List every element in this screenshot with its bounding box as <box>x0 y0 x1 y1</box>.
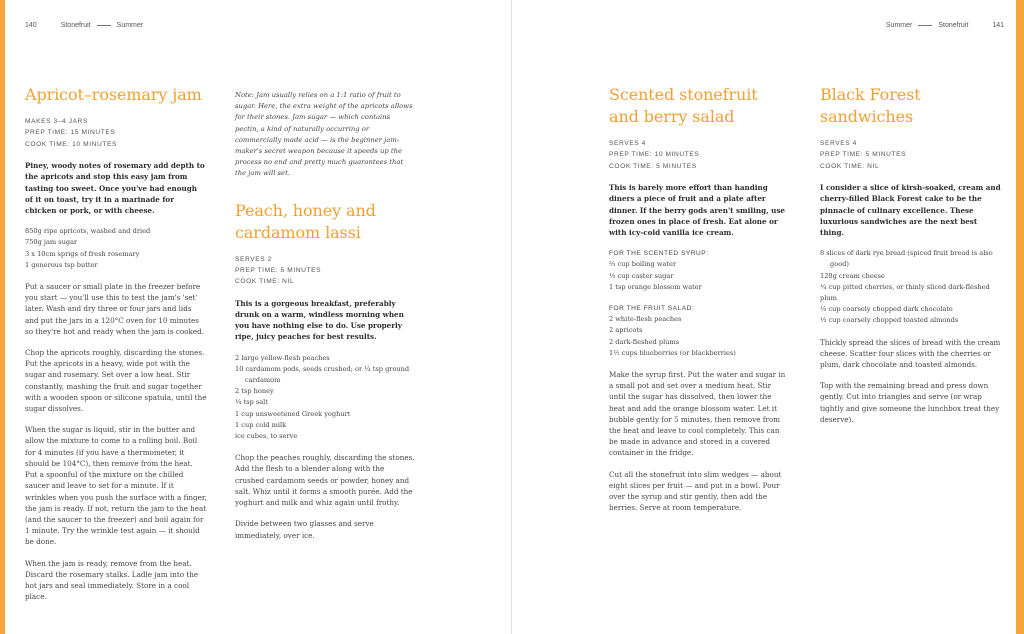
ingredient: ¼ cup pitted cherries, or thinly sliced dark-fleshed plum <box>820 282 990 303</box>
recipe-intro: Piney, woody notes of rosemary add depth to the apricots and stop this easy jam from tasting too sweet. Once you've had enough of it on toast, try it in a marinade for chicken or pork, or with cheese. <box>25 161 205 216</box>
recipe-peach-lassi <box>235 200 415 541</box>
ingredient: ⅓ cup coarsely chopped toasted almonds <box>820 316 959 325</box>
ingredient: 1 cup unsweetened Greek yoghurt <box>235 409 351 418</box>
recipe-intro: I consider a slice of kirsh-soaked, cream and cherry-filled Black Forest cake to be the pinnacle of culinary excellence. These luxurious sandwiches are the next best thing. <box>820 183 1001 238</box>
ingredient: 1½ cups blueberries (or blackberries) <box>609 348 736 357</box>
ingredient-list <box>820 248 1002 326</box>
yield: SERVES 4 <box>820 140 857 147</box>
ingredient: 1 generous tsp butter <box>25 260 98 269</box>
method-step: Make the syrup first. Put the water and sugar in a small pot and set over a medium heat. Stir until the sugar has dissolved, then lower the heat and add the orange blossom water. Let it bubble gently for 5 minutes, then remove from the heat and leave to cool completely. This can be made in advance and stored in a covered container in the fridge. <box>609 370 786 458</box>
prep-time: PREP TIME: 5 MINUTES <box>820 151 907 159</box>
ingredient: ¼ tsp salt <box>235 398 268 407</box>
syrup-ingredient-list <box>609 248 789 293</box>
jam-note: Note: Jam usually relies on a 1:1 ratio of fruit to sugar. Here, the extra weight of the apricots allows for their stones. Jam sugar — which contains pectin, a kind of naturally occurring or commercially made acid — is the beginner jam-maker's secret weapon because it speeds up the process no end and pretty much guarantees that the jam will set. <box>235 91 413 178</box>
recipe-title: Black Forest sandwiches <box>820 85 921 126</box>
prep-time: PREP TIME: 5 MINUTES <box>235 267 322 275</box>
method-step: Chop the peaches roughly, discarding the stones. Add the flesh to a blender along with the crushed cardamom seeds or powder, honey and salt. Whiz until it forms a smooth purée. Add the yoghurt and milk and whiz again until frothy. <box>235 453 415 508</box>
recipe-meta <box>609 138 789 172</box>
header-section: Stonefruit <box>60 22 91 29</box>
ingredient: 850g ripe apricots, washed and dried <box>25 227 151 236</box>
fruit-ingredient-list <box>609 303 789 359</box>
recipe-title: Peach, honey and cardamom lassi <box>235 200 376 242</box>
method-step: Top with the remaining bread and press down gently. Cut into triangles and serve (or wrap tightly and give someone the lunchbox treat they deserve). <box>820 381 1000 424</box>
header-rule <box>918 25 932 26</box>
running-header-right <box>886 22 1004 29</box>
recipe-column-2 <box>235 90 415 551</box>
syrup-heading: FOR THE SCENTED SYRUP: <box>609 250 709 258</box>
prep-time: PREP TIME: 15 MINUTES <box>25 129 116 137</box>
fruit-heading: FOR THE FRUIT SALAD: <box>609 305 695 313</box>
method-step: When the sugar is liquid, stir in the butter and allow the mixture to come to a rolling boil. Boil for 4 minutes (if you have a thermometer, it should be 104°C), then remove from the heat. Put a spoonful of the mixture on the chilled saucer and leave to set for a minute. If it wrinkles when you push the surface with a finger, the jam is ready. If not, return the jam to the heat (and the saucer to the freezer) and boil again for 1 minute. Try the wrinkle test again — it should be done. <box>25 425 207 547</box>
left-page <box>5 0 512 634</box>
ingredient-list <box>25 226 207 271</box>
ingredient: 2 tsp honey <box>235 387 274 396</box>
recipe-meta <box>820 138 1002 172</box>
ingredient: 2 large yellow-flesh peaches <box>235 353 330 362</box>
method-step: Put a saucer or small plate in the freezer before you start — you'll use this to test the jam's 'set' later. Wash and dry three or four jars and lids and put the jars in a 120°C oven for 10 minutes so they're hot and ready when the jam is cooked. <box>25 282 204 336</box>
ingredient: 750g jam sugar <box>25 238 78 247</box>
cook-time: COOK TIME: NIL <box>235 278 295 286</box>
right-page <box>512 0 1016 634</box>
prep-time: PREP TIME: 10 MINUTES <box>609 151 700 159</box>
ingredient: 2 apricots <box>609 326 643 335</box>
recipe-black-forest-sandwiches <box>820 84 1002 435</box>
yield: MAKES 3–4 JARS <box>25 118 89 125</box>
recipe-title: Apricot–rosemary jam <box>25 85 202 104</box>
page-number: 141 <box>992 22 1004 29</box>
header-rule <box>97 25 111 26</box>
method-step: When the jam is ready, remove from the heat. Discard the rosemary stalks. Ladle jam into the hot jars and seal immediately. Store in a cool place. <box>25 558 199 602</box>
yield: SERVES 2 <box>235 255 272 263</box>
recipe-intro: This is a gorgeous breakfast, preferably drunk on a warm, windless morning when you have nothing else to do. Use properly ripe, juicy peaches for best results. <box>235 298 404 342</box>
ingredient: good) <box>830 260 849 269</box>
ingredient: 2 white-flesh peaches <box>609 315 682 324</box>
running-header-left <box>25 22 143 29</box>
ingredient: 3 x 10cm sprigs of fresh rosemary <box>25 249 140 258</box>
ingredient-list <box>235 353 415 443</box>
header-season: Summer <box>116 22 144 29</box>
yield: SERVES 4 <box>609 140 646 147</box>
header-season: Summer <box>885 22 913 29</box>
method-step: Chop the apricots roughly, discarding the stones. Put the apricots in a heavy, wide pot with the sugar and rosemary. Set over a low heat. Stir constantly, mashing the fruit and sugar together with a wooden spoon or silicone spatula, until the sugar dissolves. <box>25 348 207 414</box>
ingredient: 1 tsp orange blossom water <box>609 282 702 291</box>
cook-time: COOK TIME: 5 MINUTES <box>609 162 697 170</box>
page-number: 140 <box>25 22 37 29</box>
ingredient: 8 slices of dark rye bread (spiced fruit bread is also <box>820 249 993 258</box>
ingredient: 120g cream cheese <box>820 271 885 280</box>
method-step: Divide between two glasses and serve immediately, over ice. <box>235 519 374 540</box>
method-step: Cut all the stonefruit into slim wedges — about eight slices per fruit — and put in a bowl. Pour over the syrup and stir gently, then add the berries. Serve at room temperature. <box>609 469 782 513</box>
recipe-apricot-jam <box>25 84 207 612</box>
recipe-title: Scented stonefruit and berry salad <box>609 85 758 126</box>
cook-time: COOK TIME: 10 MINUTES <box>25 140 117 148</box>
method-step: Thickly spread the slices of bread with the cream cheese. Scatter four slices with the cherries or plum, dark chocolate and toasted almonds. <box>820 337 1001 370</box>
recipe-meta <box>235 254 415 288</box>
recipe-stonefruit-salad <box>609 84 789 524</box>
ingredient: ⅓ cup coarsely chopped dark chocolate <box>820 305 953 314</box>
recipe-intro: This is barely more effort than handing diners a piece of fruit and a plate after dinner. If the berry gods aren't smiling, use frozen ones in place of fresh. Eat alone or with icy-cold vanilla ice cream. <box>609 183 785 238</box>
ingredient: 2 dark-fleshed plums <box>609 337 680 346</box>
ingredient: ⅔ cup boiling water <box>609 260 677 269</box>
header-section: Stonefruit <box>938 22 969 29</box>
ingredient: 1 cup cold milk <box>235 420 287 429</box>
cook-time: COOK TIME: NIL <box>820 162 880 170</box>
recipe-meta <box>25 116 207 150</box>
ingredient: 10 cardamom pods, seeds crushed; or ¼ tsp ground <box>235 364 410 373</box>
ingredient: cardamom <box>245 376 281 385</box>
ingredient: ice cubes, to serve <box>235 432 298 441</box>
ingredient: ⅓ cup caster sugar <box>609 271 674 280</box>
